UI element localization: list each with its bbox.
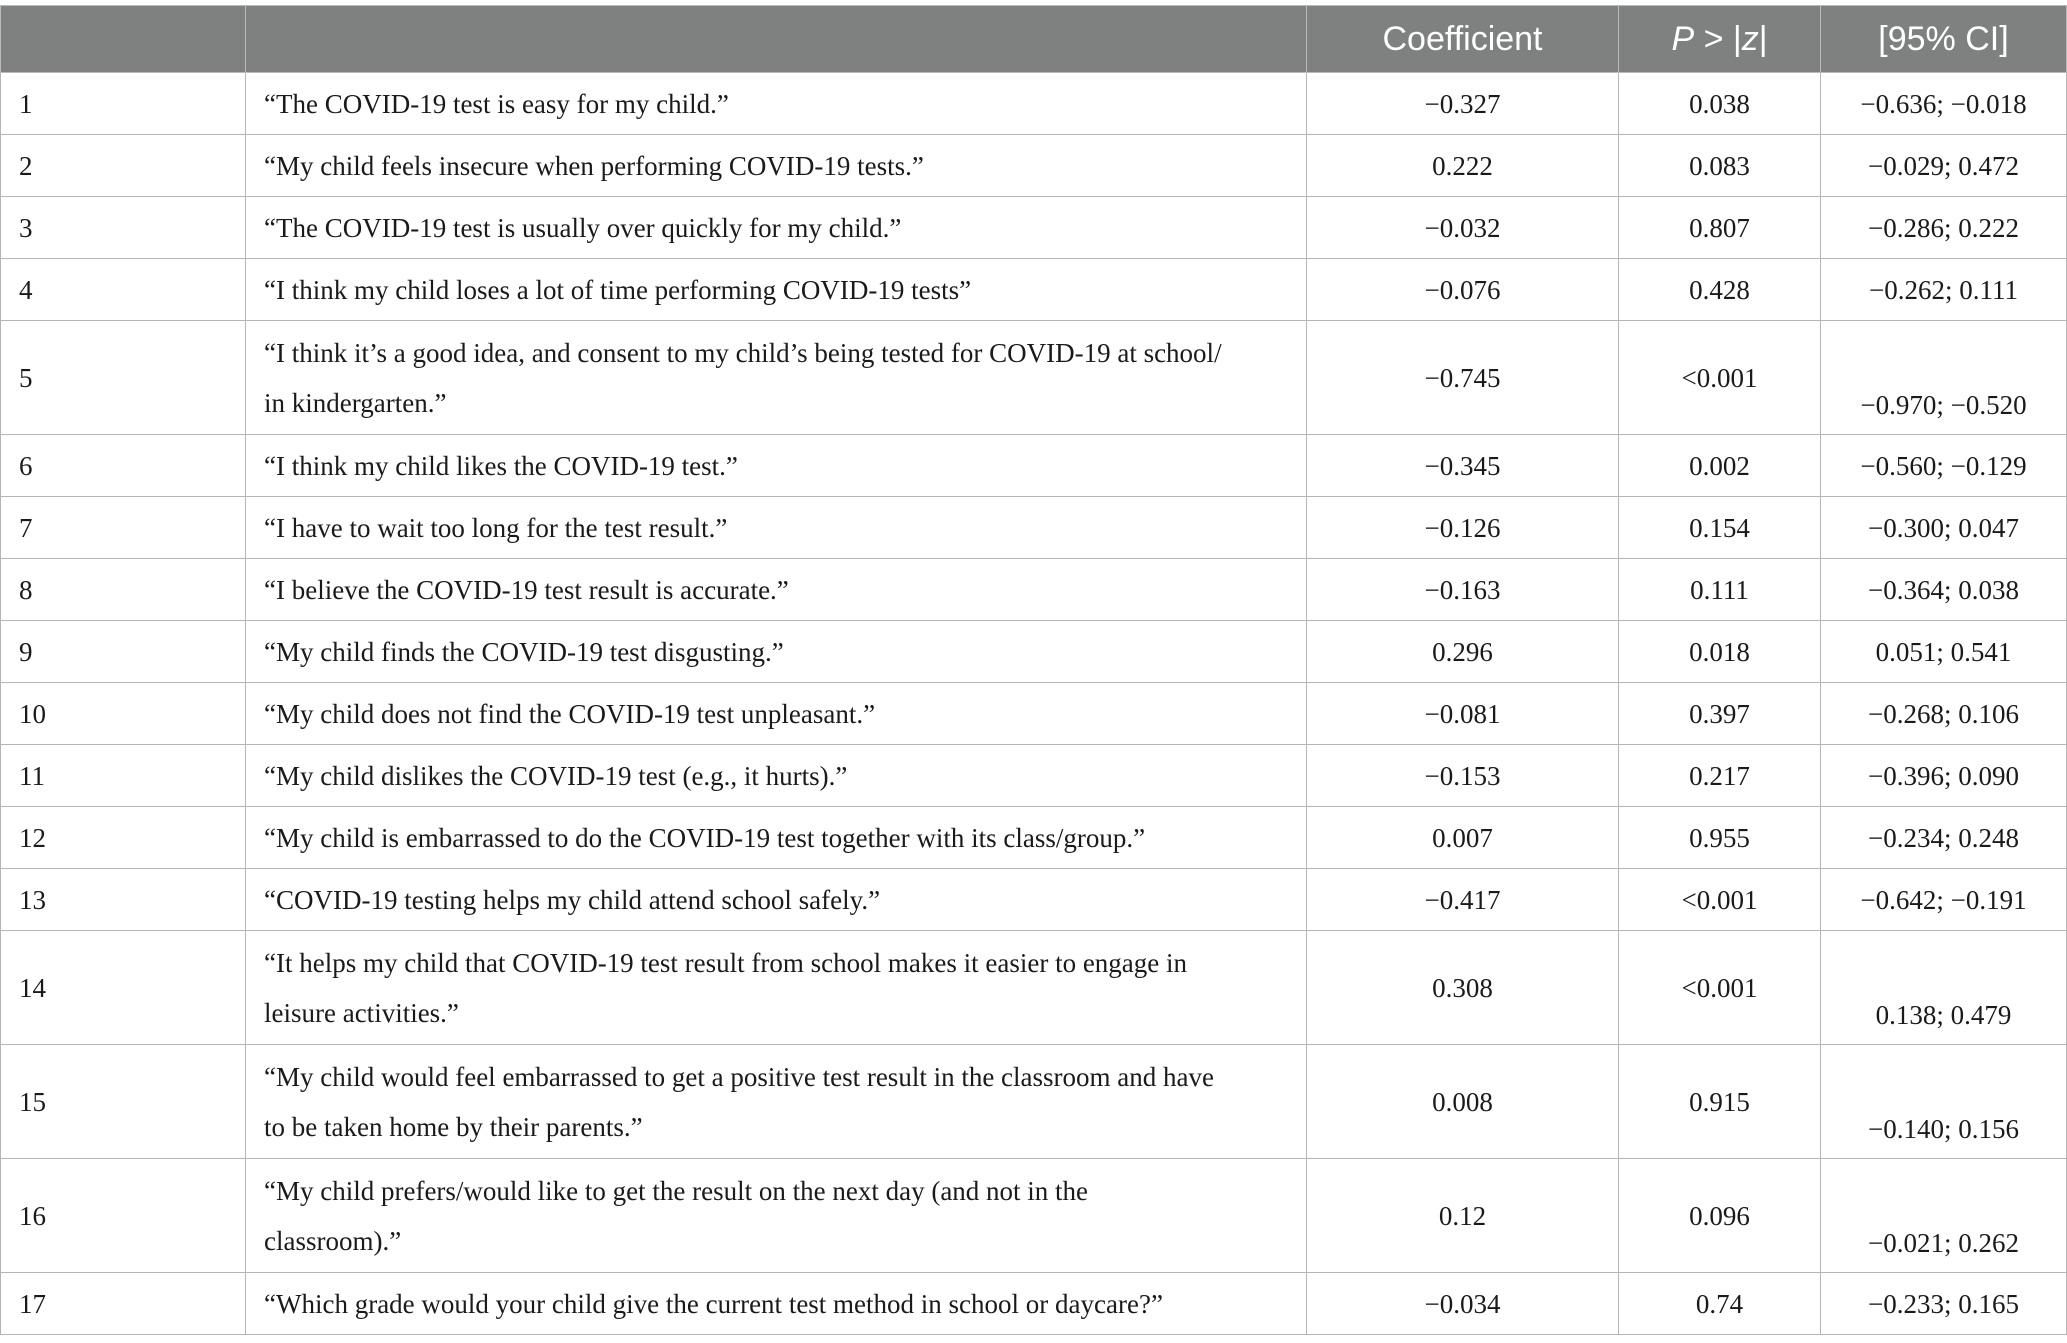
row-p-value: <0.001 [1619,321,1821,435]
table-row [1,807,2067,869]
row-coefficient: 0.296 [1307,621,1619,683]
row-confidence-interval: −0.140; 0.156 [1821,1045,2067,1159]
row-p-value: 0.111 [1619,559,1821,621]
table-row [1,435,2067,497]
row-number: 7 [1,497,246,559]
header-p-close: | [1758,19,1768,58]
row-number: 6 [1,435,246,497]
row-confidence-interval: −0.364; 0.038 [1821,559,2067,621]
statement-line-2: leisure activities.” [264,997,459,1028]
row-p-value: 0.217 [1619,745,1821,807]
row-number: 15 [1,1045,246,1159]
results-table [0,5,2067,1335]
row-statement: “My child does not find the COVID-19 test unpleasant.” [246,683,1307,745]
row-confidence-interval: −0.970; −0.520 [1821,321,2067,435]
statement-line-1: “It helps my child that COVID-19 test result from school makes it easier to engage in [264,947,1188,978]
row-number: 10 [1,683,246,745]
row-confidence-interval: −0.233; 0.165 [1821,1273,2067,1335]
row-p-value: 0.807 [1619,197,1821,259]
header-coefficient: Coefficient [1307,6,1619,73]
table-row [1,931,2067,1045]
row-confidence-interval: −0.234; 0.248 [1821,807,2067,869]
row-p-value: 0.038 [1619,73,1821,135]
statement-line-1: “My child would feel embarrassed to get a positive test result in the classroom and have [264,1061,1214,1092]
table-row [1,73,2067,135]
row-coefficient: 0.007 [1307,807,1619,869]
row-statement [246,1159,1307,1273]
row-confidence-interval: −0.396; 0.090 [1821,745,2067,807]
row-statement: “I think my child loses a lot of time performing COVID-19 tests” [246,259,1307,321]
row-coefficient: −0.327 [1307,73,1619,135]
row-coefficient: −0.745 [1307,321,1619,435]
table-row [1,869,2067,931]
row-confidence-interval: 0.138; 0.479 [1821,931,2067,1045]
row-coefficient: −0.034 [1307,1273,1619,1335]
row-p-value: 0.002 [1619,435,1821,497]
row-number: 1 [1,73,246,135]
row-p-value: 0.397 [1619,683,1821,745]
row-confidence-interval: −0.636; −0.018 [1821,73,2067,135]
header-row [1,6,2067,73]
row-number: 2 [1,135,246,197]
header-z-symbol: z [1741,19,1759,58]
row-number: 12 [1,807,246,869]
row-number: 17 [1,1273,246,1335]
row-confidence-interval: −0.029; 0.472 [1821,135,2067,197]
row-confidence-interval: −0.300; 0.047 [1821,497,2067,559]
row-statement: “I have to wait too long for the test result.” [246,497,1307,559]
header-number [1,6,246,73]
row-number: 5 [1,321,246,435]
table-row [1,1159,2067,1273]
row-statement: “COVID-19 testing helps my child attend school safely.” [246,869,1307,931]
table-row [1,259,2067,321]
row-p-value: 0.915 [1619,1045,1821,1159]
table-row [1,1045,2067,1159]
row-p-value: <0.001 [1619,869,1821,931]
row-confidence-interval: 0.051; 0.541 [1821,621,2067,683]
row-coefficient: 0.12 [1307,1159,1619,1273]
row-confidence-interval: −0.262; 0.111 [1821,259,2067,321]
statement-line-1: “My child prefers/would like to get the result on the next day (and not in the [264,1175,1089,1206]
row-coefficient: −0.076 [1307,259,1619,321]
row-p-value: 0.955 [1619,807,1821,869]
row-statement: “The COVID-19 test is usually over quickly for my child.” [246,197,1307,259]
row-statement: “My child dislikes the COVID-19 test (e.g., it hurts).” [246,745,1307,807]
table-row [1,559,2067,621]
row-coefficient: −0.417 [1307,869,1619,931]
table-row [1,1273,2067,1335]
row-number: 13 [1,869,246,931]
header-p-symbol: P [1671,19,1695,58]
row-statement: “My child is embarrassed to do the COVID-19 test together with its class/group.” [246,807,1307,869]
row-coefficient: −0.345 [1307,435,1619,497]
row-statement: “My child feels insecure when performing COVID-19 tests.” [246,135,1307,197]
table-row [1,745,2067,807]
row-number: 4 [1,259,246,321]
row-p-value: 0.096 [1619,1159,1821,1273]
row-confidence-interval: −0.286; 0.222 [1821,197,2067,259]
row-coefficient: −0.126 [1307,497,1619,559]
row-p-value: 0.74 [1619,1273,1821,1335]
row-p-value: 0.428 [1619,259,1821,321]
row-statement: “My child finds the COVID-19 test disgusting.” [246,621,1307,683]
row-p-value: <0.001 [1619,931,1821,1045]
row-confidence-interval: −0.268; 0.106 [1821,683,2067,745]
table-row [1,321,2067,435]
row-confidence-interval: −0.642; −0.191 [1821,869,2067,931]
row-coefficient: 0.308 [1307,931,1619,1045]
table-row [1,497,2067,559]
row-p-value: 0.154 [1619,497,1821,559]
row-statement: “I think my child likes the COVID-19 test.” [246,435,1307,497]
row-statement [246,931,1307,1045]
row-coefficient: 0.222 [1307,135,1619,197]
table-row [1,197,2067,259]
row-coefficient: −0.081 [1307,683,1619,745]
row-number: 9 [1,621,246,683]
row-statement: “I believe the COVID-19 test result is accurate.” [246,559,1307,621]
row-coefficient: −0.163 [1307,559,1619,621]
row-statement [246,1045,1307,1159]
row-number: 14 [1,931,246,1045]
row-number: 16 [1,1159,246,1273]
row-number: 8 [1,559,246,621]
statement-line-2: in kindergarten.” [264,387,447,418]
table-row [1,621,2067,683]
table-row [1,683,2067,745]
row-p-value: 0.083 [1619,135,1821,197]
statement-line-2: classroom).” [264,1225,402,1256]
row-statement [246,321,1307,435]
statement-line-2: to be taken home by their parents.” [264,1111,643,1142]
row-confidence-interval: −0.021; 0.262 [1821,1159,2067,1273]
statement-line-1: “I think it’s a good idea, and consent to my child’s being tested for COVID-19 at school/ [264,337,1222,368]
row-confidence-interval: −0.560; −0.129 [1821,435,2067,497]
row-coefficient: −0.032 [1307,197,1619,259]
header-confidence-interval: [95% CI] [1821,6,2067,73]
row-number: 3 [1,197,246,259]
row-coefficient: −0.153 [1307,745,1619,807]
row-statement: “Which grade would your child give the current test method in school or daycare?” [246,1273,1307,1335]
header-item [246,6,1307,73]
row-number: 11 [1,745,246,807]
row-p-value: 0.018 [1619,621,1821,683]
header-p-operator: > | [1694,19,1742,58]
row-statement: “The COVID-19 test is easy for my child.” [246,73,1307,135]
table-row [1,135,2067,197]
header-p-value [1619,6,1821,73]
row-coefficient: 0.008 [1307,1045,1619,1159]
